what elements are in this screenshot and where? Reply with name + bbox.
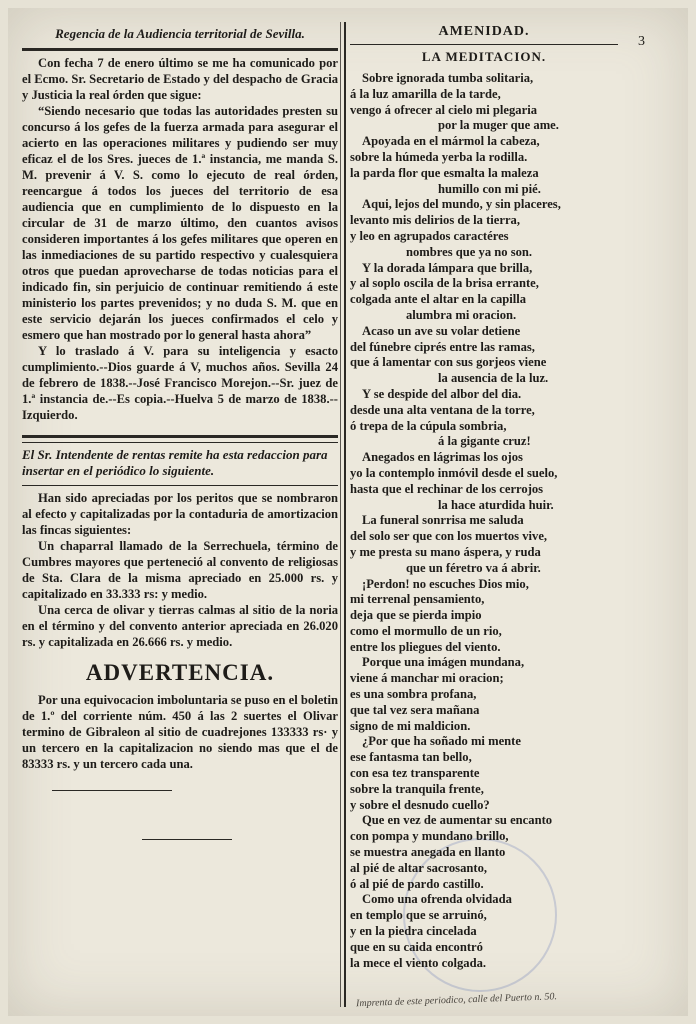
regencia-header: Regencia de la Audiencia territorial de Sevilla. (55, 26, 305, 41)
poem-line: sobre la húmeda yerba la rodilla. (350, 149, 528, 164)
poem-line: que tal vez sera mañana (350, 702, 480, 717)
poem-line: Aqui, lejos del mundo, y sin placeres, (362, 197, 561, 212)
poem-line: á la gigante cruz! (438, 434, 531, 449)
section-rule-thin (22, 442, 338, 443)
poem-line: la hace aturdida huir. (438, 497, 554, 512)
poem-line: desde una alta ventana de la torre, (350, 402, 535, 417)
column-divider (344, 22, 346, 1007)
poem-line: la ausencia de la luz. (438, 371, 549, 386)
poem-line: mi terrenal pensamiento, (350, 592, 485, 607)
poem-line: yo la contemplo inmóvil desde el suelo, (350, 465, 558, 480)
poem-line: ¡Perdon! no escuches Dios mio, (362, 576, 529, 591)
poem-line: Apoyada en el mármol la cabeza, (362, 134, 540, 149)
right-column (350, 24, 618, 971)
section-rule (22, 435, 338, 438)
poem-line: ó al pié de pardo castillo. (350, 876, 484, 891)
poem-line: viene á manchar mi oracion; (350, 671, 504, 686)
intendente-header: El Sr. Intendente de rentas remite ha esta redaccion para insertar en el periódico lo siguiente. (22, 447, 328, 478)
poem-line: se muestra anegada en llanto (350, 845, 506, 860)
poem-line: es una sombra profana, (350, 687, 477, 702)
poem-line: nombres que ya no son. (406, 244, 533, 259)
poem-line: Anegados en lágrimas los ojos (362, 450, 523, 465)
poem-line: con pompa y mundano brillo, (350, 829, 509, 844)
poem-line: sobre la tranquila frente, (350, 781, 484, 796)
poem-line: Acaso un ave su volar detiene (362, 323, 521, 338)
intendente-article (22, 490, 338, 650)
closing-rule-2 (142, 839, 232, 840)
left-column (22, 24, 338, 844)
poem-line: deja que se pierda impio (350, 608, 482, 623)
poem-line: Que en vez de aumentar su encanto (362, 813, 553, 828)
poem-line: y al soplo oscila de la brisa errante, (350, 276, 539, 291)
poem-line: alumbra mi oracion. (406, 307, 517, 322)
advertencia-text: Por una equivocacion imboluntaria se puso en el boletin de 1.º del corriente núm. 450 á las 2 suertes el Olivar termino de Gibraleon al sitio de cuadrejones 133333 rs· y un tercero en la capitalizacion no siendo mas que el de 83333 rs. y un tercero cada una. (22, 693, 338, 771)
poem-line: Y la dorada lámpara que brilla, (362, 260, 533, 275)
poem-line: ese fantasma tan bello, (350, 750, 472, 765)
poem-line: en templo que se arruinó, (350, 908, 487, 923)
finca-chaparral: Un chaparral llamado de la Serrechuela, término de Cumbres mayores que perteneció al convento de religiosas de Sta. Clara de la misma apreciado en 25.000 rs. y capitalizado en 33.333 rs: y medio. (22, 539, 338, 601)
poem-line: y me presta su mano áspera, y ruda (350, 544, 541, 559)
section-rule-thin-2 (22, 485, 338, 486)
poem-line: colgada ante el altar en la capilla (350, 292, 527, 307)
poem-line: y leo en agrupados caractéres (350, 228, 509, 243)
poem-line: del solo ser que con los muertos vive, (350, 529, 548, 544)
poem-line: vengo á ofrecer al cielo mi plegaria (350, 102, 537, 117)
poem-line: hasta que el rechinar de los cerrojos (350, 481, 544, 496)
regencia-article (22, 55, 338, 423)
imprint-footer: Imprenta de este periodico, calle del Puerto n. 50. (355, 991, 558, 1010)
poem-line: con esa tez transparente (350, 766, 480, 781)
poem-line: que en su caida encontró (350, 939, 483, 954)
amenidad-rule (350, 44, 618, 45)
poem-title: LA MEDITACION. (421, 49, 547, 64)
poem-line: que á lamentar con sus gorjeos viene (350, 355, 547, 370)
poem-line: que un féretro va á abrir. (406, 560, 541, 575)
regencia-paragraph: Con fecha 7 de enero último se me ha comunicado por el Ecmo. Sr. Secretario de Estado y del despacho de Gracia y Justicia la real órden que sigue: (22, 56, 338, 102)
poem-line: Porque una imágen mundana, (362, 655, 525, 670)
finca-olivar: Una cerca de olivar y tierras calmas al sitio de la noria en el término y del convento anterior apreciada en 26.020 rs. y capitalizada en 26.666 rs. y medio. (22, 603, 338, 649)
column-divider-inner (340, 22, 341, 1007)
poem-line: ó trepa de la cúpula sombria, (350, 418, 507, 433)
regencia-quote: “Siendo necesario que todas las autoridades presten su concurso á los gefes de la fuerza armada para asegurar el acierto en las operaciones militares y pudiendo ser muy eficaz el de los Sres. jueces de 1.ª instancia, me manda S. M. prevenir á V. S. como lo ejecuto de real órden, reencargue á todos los jueces del territorio de esa audiencia que en cumplimiento de lo dispuesto en la circular de 31 de marzo último, den cuantos avisos consideren importantes á los gefes militares que operen en las inmediaciones de su partido respectivo y cualesquiera otros que puedan aprovecharse de todas noticias para el indicado fin, sin perjuicio de continuar remitiendo á este ministerio los partes prevenidos; y no duda S. M. que en este servicio dejarán los jueces confirmados el celo y esmero que han mostrado por lo general hasta ahora” (22, 104, 338, 342)
poem-line: á la luz amarilla de la tarde, (350, 86, 501, 101)
poem-line: Como una ofrenda olvidada (362, 892, 512, 907)
fincas-intro: Han sido apreciadas por los peritos que se nombraron al efecto y capitalizadas por la contaduria de amortizacion las fincas siguientes: (22, 491, 338, 537)
poem-line: como el mormullo de un rio, (350, 623, 502, 638)
page-number: 3 (638, 34, 645, 49)
poem-line: Sobre ignorada tumba solitaria, (362, 71, 534, 85)
poem-line: al pié de altar sacrosanto, (350, 860, 488, 875)
poem-line: del fúnebre ciprés entre las ramas, (350, 339, 535, 354)
advertencia-title: ADVERTENCIA. (85, 660, 275, 685)
amenidad-title: AMENIDAD. (438, 24, 530, 39)
newspaper-page (8, 8, 688, 1016)
closing-rule (52, 790, 172, 791)
poem-line: la mece el viento colgada. (350, 955, 487, 970)
poem-body (350, 71, 618, 971)
poem-line: ¿Por que ha soñado mi mente (362, 734, 521, 749)
poem-line: La funeral sonrrisa me saluda (362, 513, 524, 528)
poem-line: signo de mi maldicion. (350, 718, 471, 733)
poem-line: entre los pliegues del viento. (350, 639, 501, 654)
header-rule (22, 48, 338, 51)
poem-line: Y se despide del albor del dia. (362, 386, 522, 401)
poem-line: humillo con mi pié. (438, 181, 541, 196)
poem-line: la parda flor que esmalta la maleza (350, 165, 539, 180)
poem-line: levanto mis delirios de la tierra, (350, 213, 520, 228)
poem-line: y sobre el desnudo cuello? (350, 797, 490, 812)
poem-line: y en la piedra cincelada (350, 924, 477, 939)
regencia-closing: Y lo traslado á V. para su inteligencia y esacto cumplimiento.--Dios guarde á V, muchos años. Sevilla 24 de febrero de 1838.--José Francisco Morejon.--Sr. juez de 1.ª instancia de.--Es copia.--Huelva 5 de marzo de 1838.--Izquierdo. (22, 344, 338, 422)
poem-line: por la muger que ame. (438, 118, 559, 133)
